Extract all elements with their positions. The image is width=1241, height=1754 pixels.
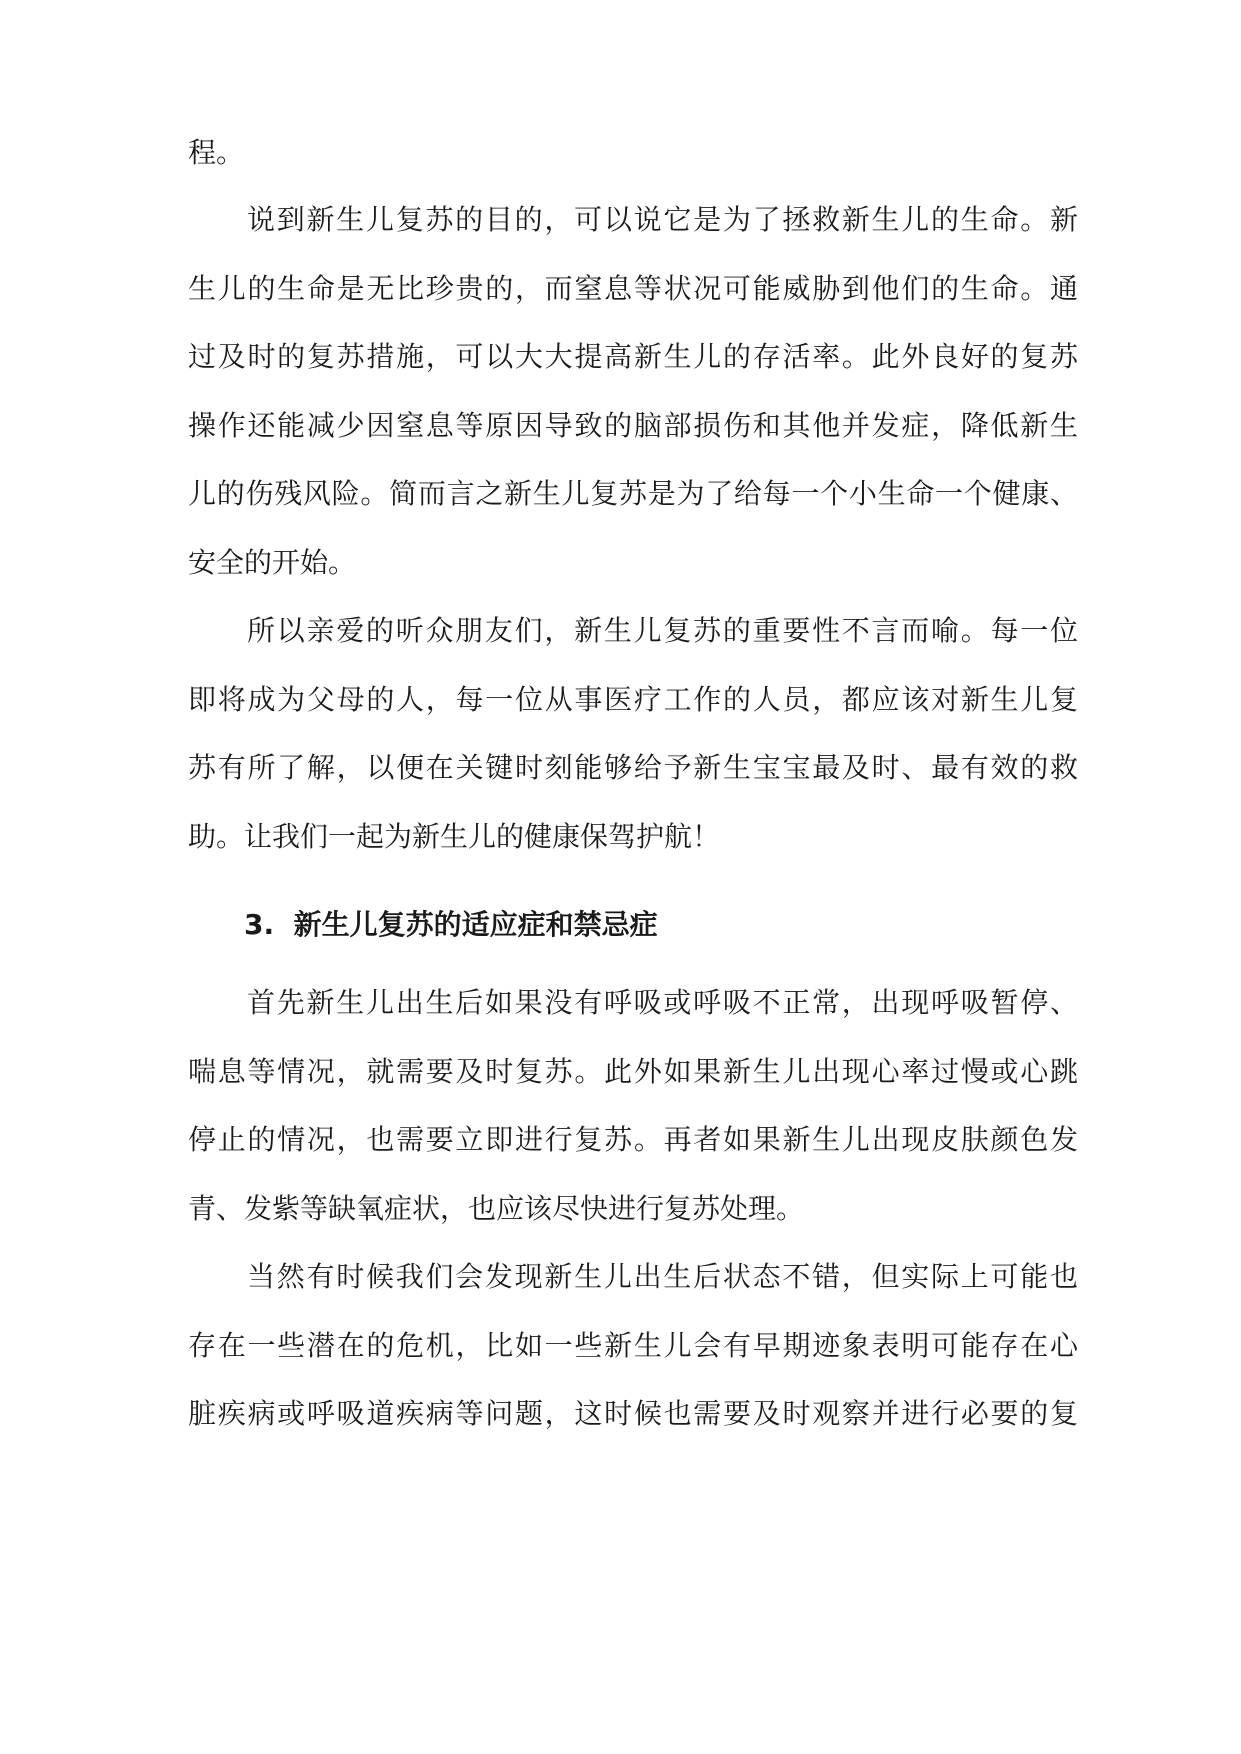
text-line: 生儿的生命是无比珍贵的，而窒息等状况可能威胁到他们的生命。通 bbox=[188, 272, 1078, 305]
section-heading: 3. 新生儿复苏的适应症和禁忌症 bbox=[244, 908, 658, 941]
text-line: 当然有时候我们会发现新生儿出生后状态不错，但实际上可能也 bbox=[247, 1260, 1078, 1293]
text-line: 停止的情况，也需要立即进行复苏。再者如果新生儿出现皮肤颜色发 bbox=[188, 1123, 1078, 1156]
text-line: 程。 bbox=[188, 136, 245, 169]
text-line: 安全的开始。 bbox=[188, 546, 357, 579]
text-line: 苏有所了解，以便在关键时刻能够给予新生宝宝最及时、最有效的救 bbox=[188, 751, 1078, 784]
text-line: 儿的伤残风险。简而言之新生儿复苏是为了给每一个小生命一个健康、 bbox=[188, 477, 1078, 510]
text-line: 助。让我们一起为新生儿的健康保驾护航！ bbox=[188, 820, 721, 853]
text-line: 喘息等情况，就需要及时复苏。此外如果新生儿出现心率过慢或心跳 bbox=[188, 1055, 1078, 1088]
text-line: 说到新生儿复苏的目的，可以说它是为了拯救新生儿的生命。新 bbox=[247, 203, 1078, 236]
text-line: 操作还能减少因窒息等原因导致的脑部损伤和其他并发症，降低新生 bbox=[188, 409, 1078, 442]
text-line: 所以亲爱的听众朋友们，新生儿复苏的重要性不言而喻。每一位 bbox=[247, 614, 1078, 647]
text-line: 青、发紫等缺氧症状，也应该尽快进行复苏处理。 bbox=[188, 1192, 805, 1225]
text-line: 存在一些潜在的危机，比如一些新生儿会有早期迹象表明可能存在心 bbox=[188, 1329, 1078, 1362]
text-line: 过及时的复苏措施，可以大大提高新生儿的存活率。此外良好的复苏 bbox=[188, 340, 1078, 373]
text-line: 首先新生儿出生后如果没有呼吸或呼吸不正常，出现呼吸暂停、 bbox=[247, 986, 1078, 1019]
text-line: 脏疾病或呼吸道疾病等问题，这时候也需要及时观察并进行必要的复 bbox=[188, 1397, 1078, 1430]
text-line: 即将成为父母的人，每一位从事医疗工作的人员，都应该对新生儿复 bbox=[188, 683, 1078, 716]
